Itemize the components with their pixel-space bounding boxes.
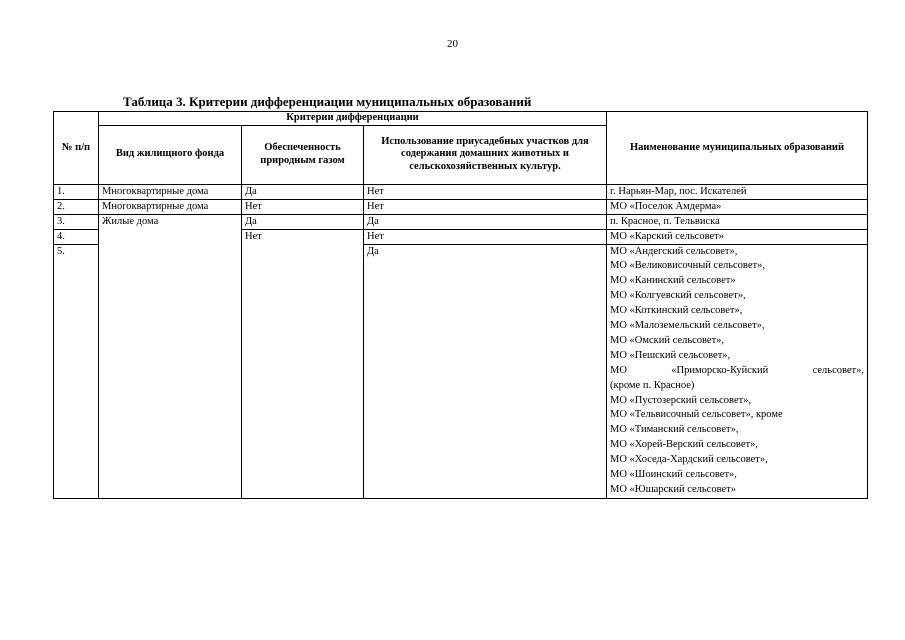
mo-name-item: МО «Андегский сельсовет», — [610, 245, 738, 257]
header-num: № п/п — [54, 112, 99, 185]
row-names-list — [607, 244, 868, 498]
row-housing: Многоквартирные дома — [99, 184, 242, 199]
header-gas-supply: Обеспеченность природным газом — [242, 125, 364, 184]
table-row — [54, 199, 868, 214]
row-gas: Да — [242, 184, 364, 199]
mo-name-item: МО «Канинский сельсовет» — [610, 275, 736, 287]
row-plots: Нет — [364, 199, 607, 214]
row-names: МО «Поселок Амдерма» — [607, 199, 868, 214]
row-housing: Жилые дома — [99, 214, 242, 498]
table-row — [54, 214, 868, 229]
table-title: Таблица 3. Критерии дифференциации муниципальных образований — [123, 94, 532, 109]
row-names: г. Нарьян-Мар, пос. Искателей — [607, 184, 868, 199]
row-plots: Да — [364, 244, 607, 498]
mo-name-item: МО «Юшарский сельсовет» — [610, 484, 736, 495]
mo-name-item: (кроме п. Красное) — [610, 379, 695, 391]
row-names: МО «Карский сельсовет» — [607, 229, 868, 244]
mo-name-item: МО «Приморско-Куйский сельсовет», — [610, 364, 864, 376]
mo-name-item: МО «Тиманский сельсовет», — [610, 424, 739, 436]
mo-name-item: МО «Коткинский сельсовет», — [610, 305, 743, 317]
mo-name-item: МО «Омский сельсовет», — [610, 334, 725, 346]
row-gas: Нет — [242, 199, 364, 214]
header-plots-usage: Использование приусадебных участков для содержания домашних животных и сельскохозяйственных культур. — [364, 125, 607, 184]
row-num: 5. — [54, 244, 99, 498]
mo-name-item: МО «Колгуевский сельсовет», — [610, 290, 746, 302]
header-mo-names: Наименование муниципальных образований — [607, 112, 868, 185]
criteria-table — [53, 111, 868, 499]
mo-name-item: МО «Великовисочный сельсовет», — [610, 260, 765, 272]
mo-name-item: МО «Хоседа-Хардский сельсовет», — [610, 454, 768, 466]
page-number: 20 — [447, 38, 458, 50]
row-plots: Нет — [364, 184, 607, 199]
row-num: 3. — [54, 214, 99, 229]
row-gas: Нет — [242, 229, 364, 498]
mo-name-item: МО «Хорей-Верский сельсовет», — [610, 439, 758, 451]
row-num: 1. — [54, 184, 99, 199]
header-housing-type: Вид жилищного фонда — [99, 125, 242, 184]
row-num: 4. — [54, 229, 99, 244]
row-plots: Да — [364, 214, 607, 229]
mo-name-item: МО «Тельвисочный сельсовет», кроме — [610, 409, 783, 421]
header-row-top — [54, 112, 868, 126]
row-num: 2. — [54, 199, 99, 214]
mo-name-item: МО «Пустозерский сельсовет», — [610, 394, 752, 406]
row-housing: Многоквартирные дома — [99, 199, 242, 214]
mo-name-item: МО «Пешский сельсовет», — [610, 349, 731, 361]
mo-name-item: МО «Малоземельский сельсовет», — [610, 320, 765, 332]
table-row — [54, 184, 868, 199]
mo-name-item: МО «Шоинский сельсовет», — [610, 469, 737, 481]
row-plots: Нет — [364, 229, 607, 244]
row-names: п. Красное, п. Тельвиска — [607, 214, 868, 229]
header-criteria-group: Критерии дифференциации — [99, 112, 607, 126]
row-gas: Да — [242, 214, 364, 229]
